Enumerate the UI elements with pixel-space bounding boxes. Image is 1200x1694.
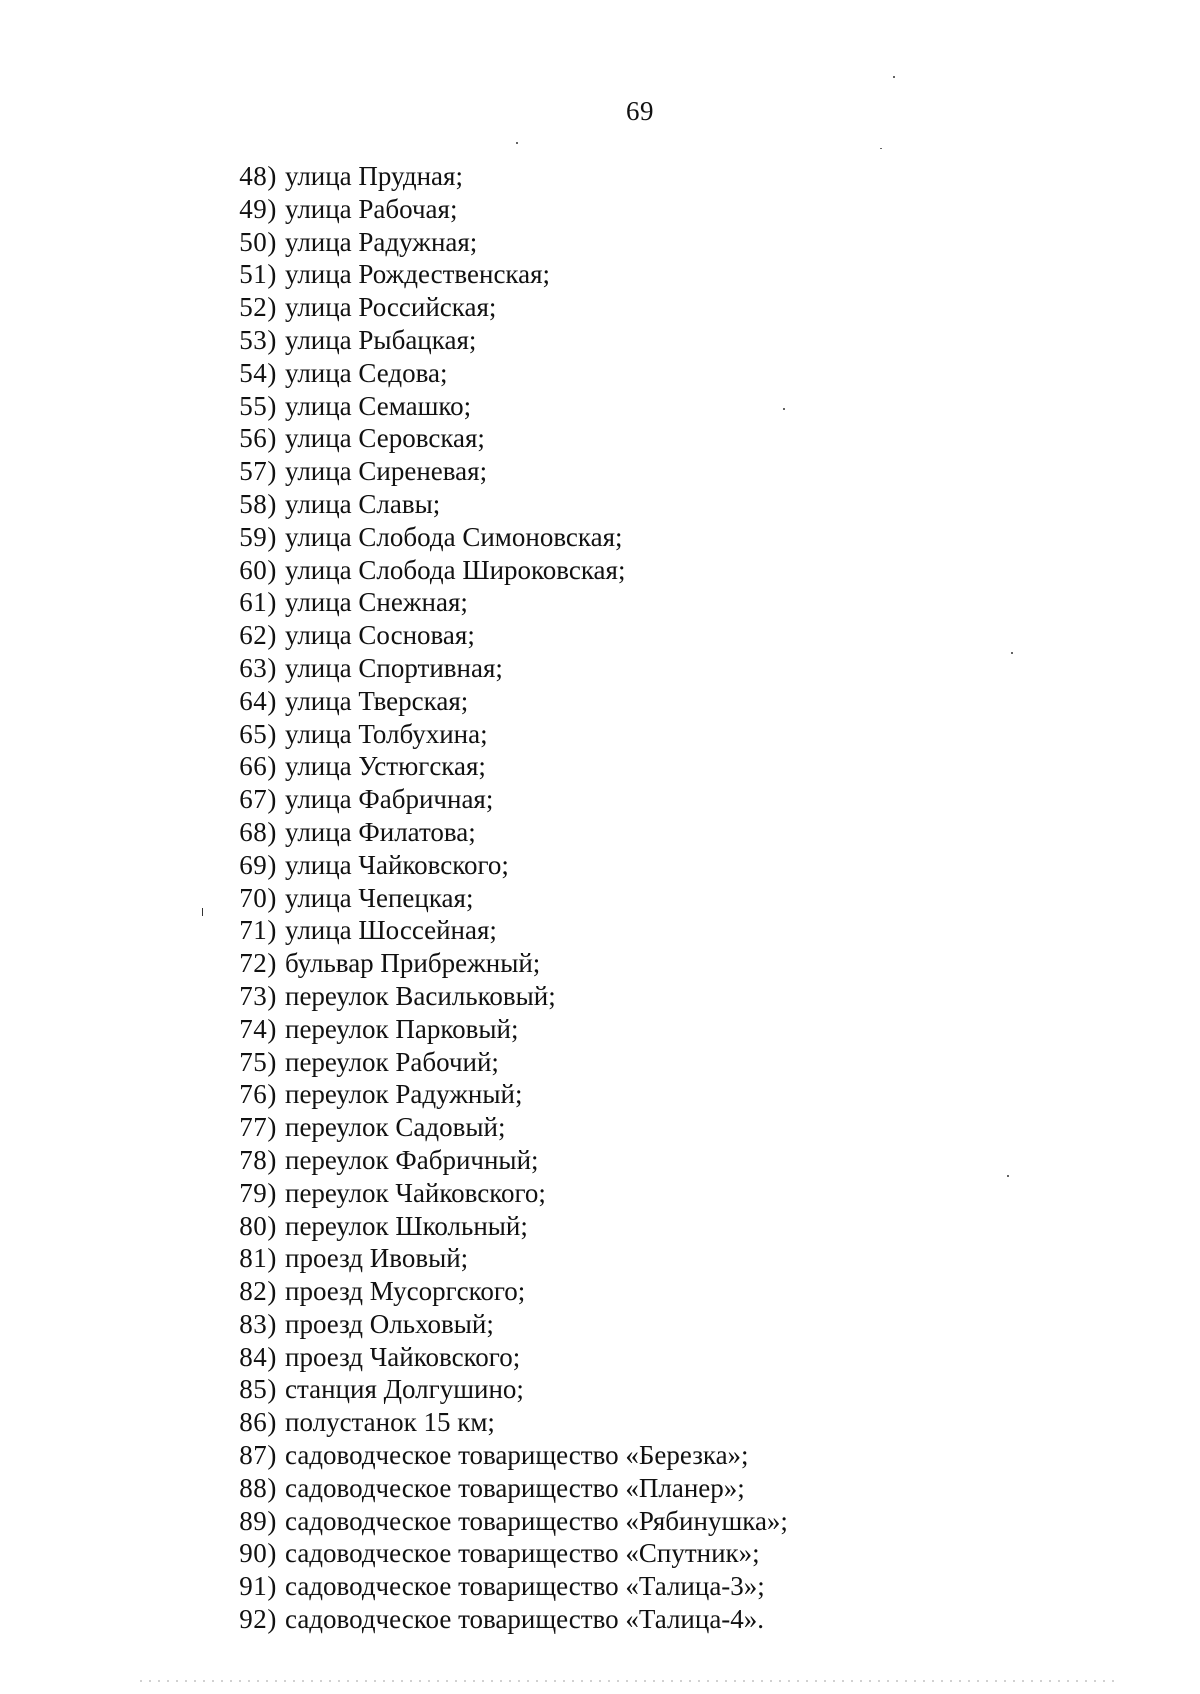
list-item-text: переулок Фабричный; xyxy=(285,1144,539,1175)
list-item-number: 75) xyxy=(239,1046,277,1077)
list-item xyxy=(229,1144,788,1177)
list-item-number: 65) xyxy=(239,718,277,749)
list-item-number: 72) xyxy=(239,948,277,979)
list-item xyxy=(229,1406,788,1439)
scan-speck xyxy=(880,148,882,149)
list-item xyxy=(229,1308,788,1341)
list-item-text: переулок Школьный; xyxy=(285,1210,528,1241)
list-item xyxy=(229,1341,788,1374)
list-item-number: 89) xyxy=(239,1505,277,1536)
list-item-text: улица Филатова; xyxy=(285,816,476,847)
list-item-text: переулок Радужный; xyxy=(285,1079,523,1110)
list-item-number: 92) xyxy=(239,1604,277,1635)
list-item-number: 74) xyxy=(239,1013,277,1044)
scan-edge-noise xyxy=(140,1680,1120,1682)
list-item-text: улица Радужная; xyxy=(285,226,478,257)
list-item xyxy=(229,357,788,390)
list-item-text: улица Устюгская; xyxy=(285,751,486,782)
list-item-number: 56) xyxy=(239,423,277,454)
list-item xyxy=(229,849,788,882)
list-item xyxy=(229,619,788,652)
list-item-text: улица Чепецкая; xyxy=(285,882,474,913)
list-item xyxy=(229,488,788,521)
list-item-text: проезд Ольховый; xyxy=(285,1308,494,1339)
list-item-text: улица Серовская; xyxy=(285,423,485,454)
list-item xyxy=(229,882,788,915)
list-item-number: 78) xyxy=(239,1144,277,1175)
scan-speck xyxy=(1007,1175,1009,1177)
list-item-number: 64) xyxy=(239,685,277,716)
list-item-number: 54) xyxy=(239,357,277,388)
list-item xyxy=(229,1078,788,1111)
list-item-text: улица Славы; xyxy=(285,488,441,519)
list-item-text: полустанок 15 км; xyxy=(285,1407,495,1438)
list-item-text: улица Седова; xyxy=(285,357,448,388)
list-item-number: 71) xyxy=(239,915,277,946)
list-item xyxy=(229,1210,788,1243)
list-item-text: улица Сосновая; xyxy=(285,620,475,651)
list-item-number: 91) xyxy=(239,1571,277,1602)
list-item-text: садоводческое товарищество «Рябинушка»; xyxy=(285,1505,788,1536)
list-item-text: садоводческое товарищество «Планер»; xyxy=(285,1472,745,1503)
list-item-number: 50) xyxy=(239,226,277,257)
list-item xyxy=(229,1242,788,1275)
list-item xyxy=(229,193,788,226)
list-item xyxy=(229,226,788,259)
scan-speck xyxy=(1011,652,1013,654)
list-item-text: садоводческое товарищество «Талица-3»; xyxy=(285,1571,765,1602)
list-item-text: улица Спортивная; xyxy=(285,652,503,683)
list-item xyxy=(229,390,788,423)
list-item-number: 51) xyxy=(239,259,277,290)
list-item xyxy=(229,554,788,587)
list-item-number: 67) xyxy=(239,784,277,815)
list-item-text: улица Шоссейная; xyxy=(285,915,497,946)
list-item xyxy=(229,1013,788,1046)
list-item xyxy=(229,521,788,554)
list-item-number: 90) xyxy=(239,1538,277,1569)
list-item-text: улица Фабричная; xyxy=(285,784,494,815)
list-item xyxy=(229,422,788,455)
list-item-text: садоводческое товарищество «Талица-4». xyxy=(285,1604,765,1635)
list-item-text: проезд Мусоргского; xyxy=(285,1276,526,1307)
list-item-text: улица Российская; xyxy=(285,292,497,323)
list-item xyxy=(229,160,788,193)
list-item xyxy=(229,783,788,816)
list-item xyxy=(229,1537,788,1570)
list-item xyxy=(229,718,788,751)
list-item-number: 76) xyxy=(239,1079,277,1110)
list-item-number: 70) xyxy=(239,882,277,913)
list-item xyxy=(229,1373,788,1406)
list-item-text: переулок Васильковый; xyxy=(285,980,556,1011)
list-item xyxy=(229,258,788,291)
list-item xyxy=(229,1505,788,1538)
list-item-number: 62) xyxy=(239,620,277,651)
list-item xyxy=(229,750,788,783)
list-item-number: 59) xyxy=(239,521,277,552)
list-item xyxy=(229,324,788,357)
scan-speck xyxy=(202,908,203,916)
street-list xyxy=(229,160,788,1636)
list-item-number: 79) xyxy=(239,1177,277,1208)
list-item xyxy=(229,980,788,1013)
page-number: 69 xyxy=(626,96,654,126)
list-item-text: проезд Ивовый; xyxy=(285,1243,469,1274)
list-item-number: 61) xyxy=(239,587,277,618)
list-item-text: садоводческое товарищество «Спутник»; xyxy=(285,1538,760,1569)
list-item-number: 83) xyxy=(239,1308,277,1339)
list-item-text: улица Рабочая; xyxy=(285,193,458,224)
list-item-number: 52) xyxy=(239,292,277,323)
list-item xyxy=(229,1111,788,1144)
list-item xyxy=(229,1275,788,1308)
list-item-text: улица Сиреневая; xyxy=(285,456,488,487)
list-item xyxy=(229,586,788,619)
list-item-text: улица Толбухина; xyxy=(285,718,488,749)
list-item-number: 87) xyxy=(239,1440,277,1471)
list-item xyxy=(229,1603,788,1636)
list-item-text: переулок Парковый; xyxy=(285,1013,519,1044)
list-item-number: 82) xyxy=(239,1276,277,1307)
list-item-text: садоводческое товарищество «Березка»; xyxy=(285,1440,749,1471)
list-item-number: 55) xyxy=(239,390,277,421)
list-item xyxy=(229,652,788,685)
list-item-number: 49) xyxy=(239,193,277,224)
list-item-number: 58) xyxy=(239,488,277,519)
list-item-number: 68) xyxy=(239,816,277,847)
list-item-text: бульвар Прибрежный; xyxy=(285,948,541,979)
list-item-number: 63) xyxy=(239,652,277,683)
list-item xyxy=(229,455,788,488)
list-item-text: переулок Садовый; xyxy=(285,1112,506,1143)
list-item xyxy=(229,947,788,980)
list-item-number: 81) xyxy=(239,1243,277,1274)
list-item-number: 77) xyxy=(239,1112,277,1143)
list-item-number: 85) xyxy=(239,1374,277,1405)
list-item-number: 53) xyxy=(239,324,277,355)
list-item-text: улица Прудная; xyxy=(285,161,463,191)
list-item-number: 66) xyxy=(239,751,277,782)
list-item-text: улица Семашко; xyxy=(285,390,472,421)
list-item xyxy=(229,1046,788,1079)
list-item-number: 69) xyxy=(239,849,277,880)
list-item xyxy=(229,816,788,849)
list-item-text: улица Рождественская; xyxy=(285,259,551,290)
list-item xyxy=(229,914,788,947)
list-item-text: переулок Рабочий; xyxy=(285,1046,499,1077)
list-item-text: улица Слобода Симоновская; xyxy=(285,521,623,552)
list-item-text: проезд Чайковского; xyxy=(285,1341,521,1372)
list-item-text: улица Рыбацкая; xyxy=(285,324,477,355)
list-item-text: улица Снежная; xyxy=(285,587,468,618)
list-item-number: 73) xyxy=(239,980,277,1011)
list-item xyxy=(229,1177,788,1210)
list-item-number: 88) xyxy=(239,1472,277,1503)
scan-speck xyxy=(783,408,785,410)
scan-speck xyxy=(893,76,895,78)
list-item-text: переулок Чайковского; xyxy=(285,1177,546,1208)
list-item-number: 48) xyxy=(239,161,277,191)
list-item xyxy=(229,685,788,718)
list-item-text: улица Слобода Широковская; xyxy=(285,554,626,585)
list-item-number: 57) xyxy=(239,456,277,487)
list-item-text: станция Долгушино; xyxy=(285,1374,524,1405)
list-item-number: 86) xyxy=(239,1407,277,1438)
list-item xyxy=(229,1439,788,1472)
scan-speck xyxy=(516,142,518,144)
list-item-text: улица Тверская; xyxy=(285,685,469,716)
list-item-number: 60) xyxy=(239,554,277,585)
list-item xyxy=(229,1472,788,1505)
list-item xyxy=(229,1570,788,1603)
list-item-number: 80) xyxy=(239,1210,277,1241)
list-item-text: улица Чайковского; xyxy=(285,849,509,880)
list-item-number: 84) xyxy=(239,1341,277,1372)
list-item xyxy=(229,291,788,324)
